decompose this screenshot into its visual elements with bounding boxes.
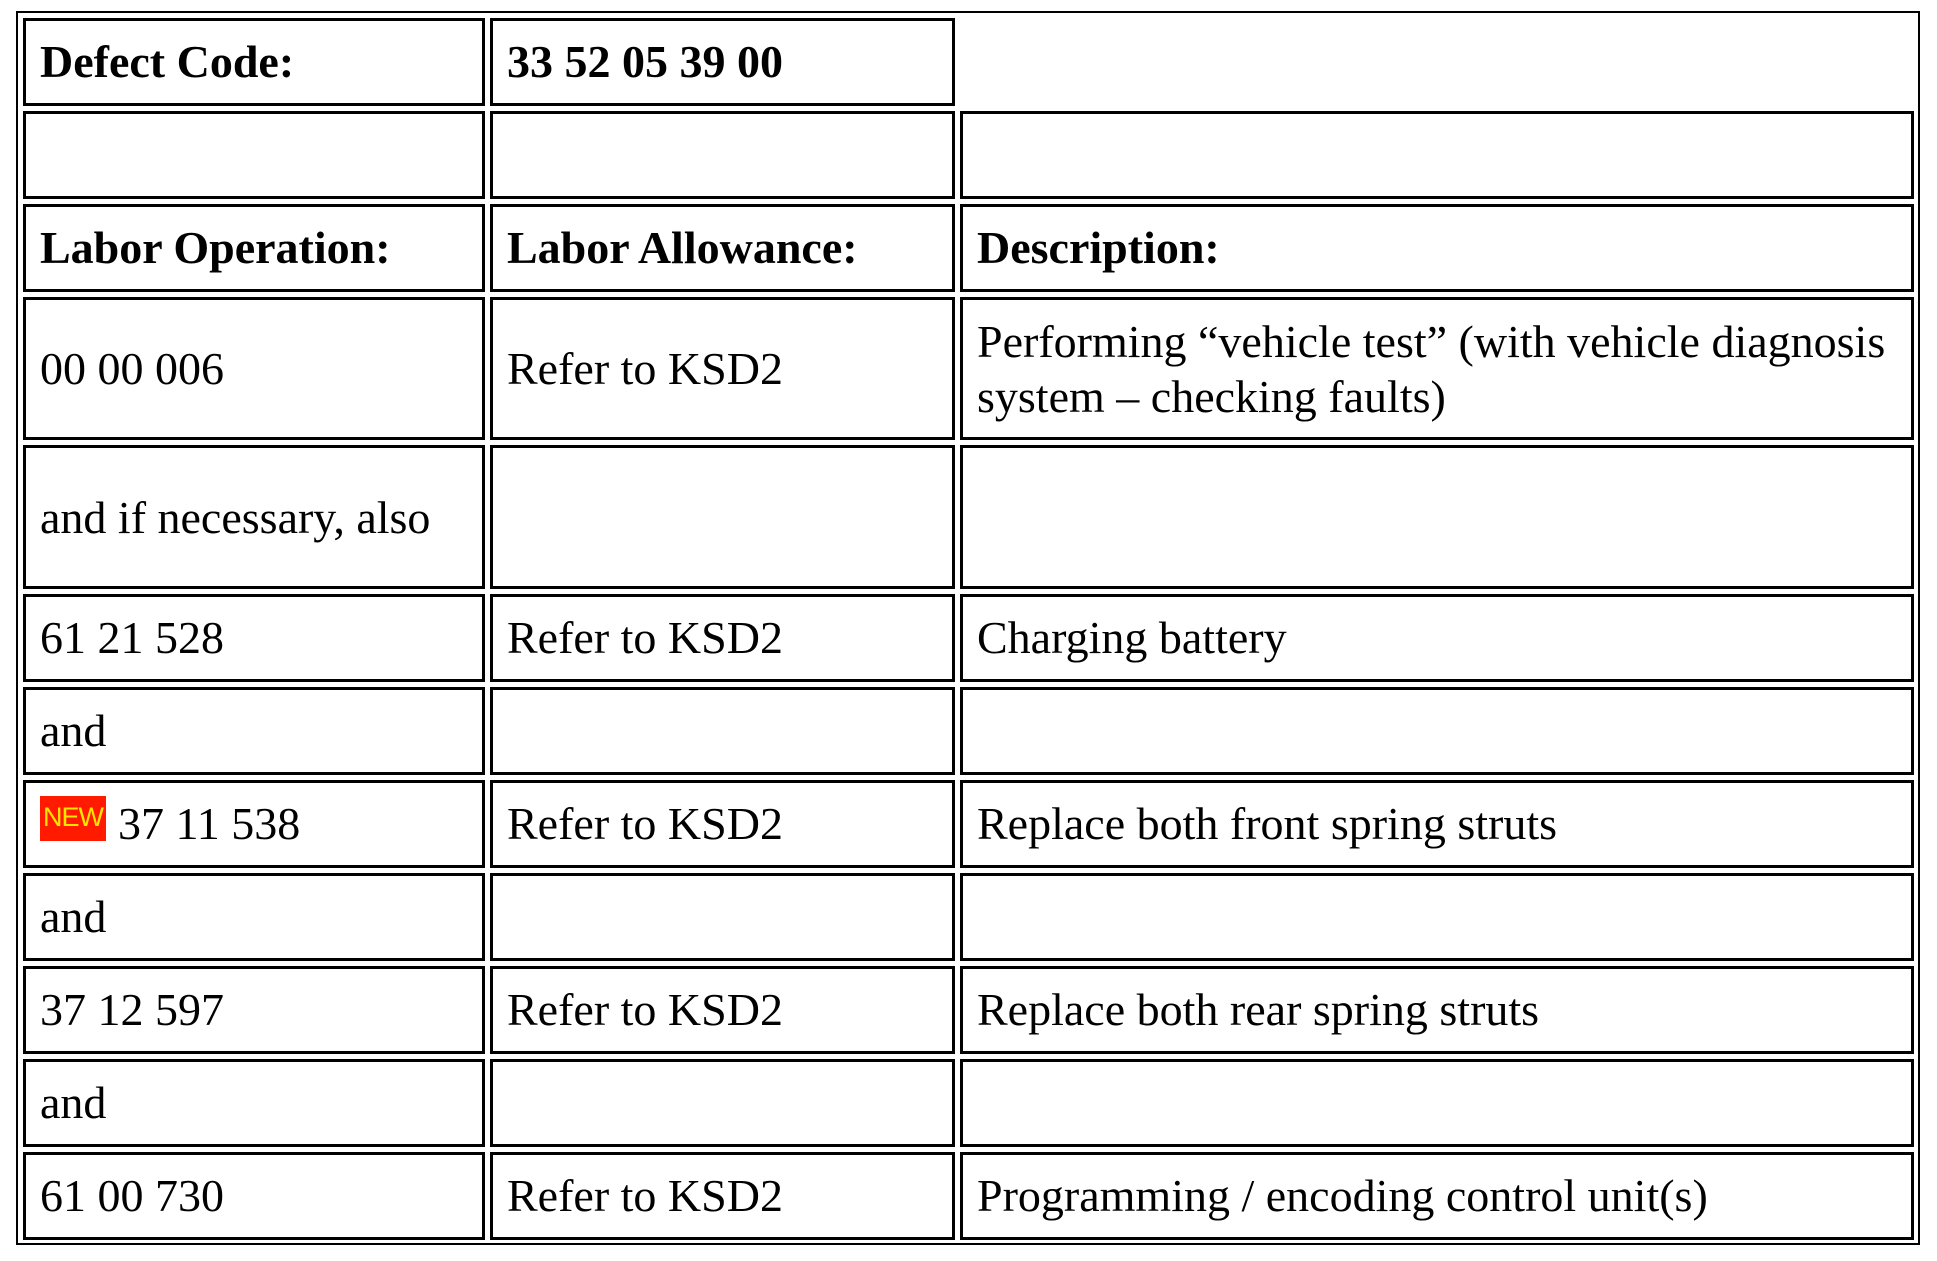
defect-code-label: Defect Code:	[23, 18, 485, 106]
operation-cell	[23, 966, 485, 1054]
new-badge: NEW	[40, 796, 106, 841]
operation-code: 37 12 597	[40, 984, 224, 1035]
description-cell	[960, 1152, 1914, 1240]
allowance-cell	[490, 1152, 955, 1240]
operation-cell	[23, 780, 485, 868]
empty-cell	[490, 445, 955, 589]
operation-cell	[23, 297, 485, 440]
connector-text: and	[40, 1077, 107, 1128]
description-text: Programming / encoding control unit(s)	[977, 1170, 1708, 1221]
connector-text: and	[40, 705, 107, 756]
description-cell	[960, 780, 1914, 868]
description-text: Performing “vehicle test” (with vehicle diagnosis system – checking faults)	[977, 315, 1886, 422]
empty-cell	[960, 111, 1914, 199]
connector-text: and if necessary, also	[40, 491, 431, 543]
description-cell	[960, 966, 1914, 1054]
operation-code: 61 00 730	[40, 1170, 224, 1221]
empty-cell	[490, 1059, 955, 1147]
operation-cell	[23, 594, 485, 682]
operation-code: 37 11 538	[118, 798, 301, 849]
connector-cell	[23, 1059, 485, 1147]
defect-code-value: 33 52 05 39 00	[490, 18, 955, 106]
allowance-cell	[490, 966, 955, 1054]
connector-text: and	[40, 891, 107, 942]
empty-cell	[490, 687, 955, 775]
empty-cell	[23, 111, 485, 199]
header-labor-allowance: Labor Allowance:	[490, 204, 955, 292]
description-text: Charging battery	[977, 612, 1287, 663]
allowance-text: Refer to KSD2	[507, 984, 783, 1035]
empty-cell	[960, 873, 1914, 961]
description-cell	[960, 594, 1914, 682]
allowance-text: Refer to KSD2	[507, 342, 783, 394]
empty-cell	[960, 445, 1914, 589]
empty-cell	[490, 873, 955, 961]
allowance-text: Refer to KSD2	[507, 612, 783, 663]
operation-cell	[23, 1152, 485, 1240]
description-cell	[960, 297, 1914, 440]
allowance-cell	[490, 594, 955, 682]
connector-cell	[23, 687, 485, 775]
connector-cell	[23, 445, 485, 589]
operation-code: 61 21 528	[40, 612, 224, 663]
operation-code: 00 00 006	[40, 342, 224, 394]
allowance-cell	[490, 780, 955, 868]
allowance-cell	[490, 297, 955, 440]
allowance-text: Refer to KSD2	[507, 798, 783, 849]
description-text: Replace both rear spring struts	[977, 984, 1540, 1035]
connector-cell	[23, 873, 485, 961]
empty-cell	[960, 1059, 1914, 1147]
empty-cell	[960, 687, 1914, 775]
header-description: Description:	[960, 204, 1914, 292]
allowance-text: Refer to KSD2	[507, 1170, 783, 1221]
description-text: Replace both front spring struts	[977, 798, 1558, 849]
header-labor-operation: Labor Operation:	[23, 204, 485, 292]
empty-cell	[490, 111, 955, 199]
